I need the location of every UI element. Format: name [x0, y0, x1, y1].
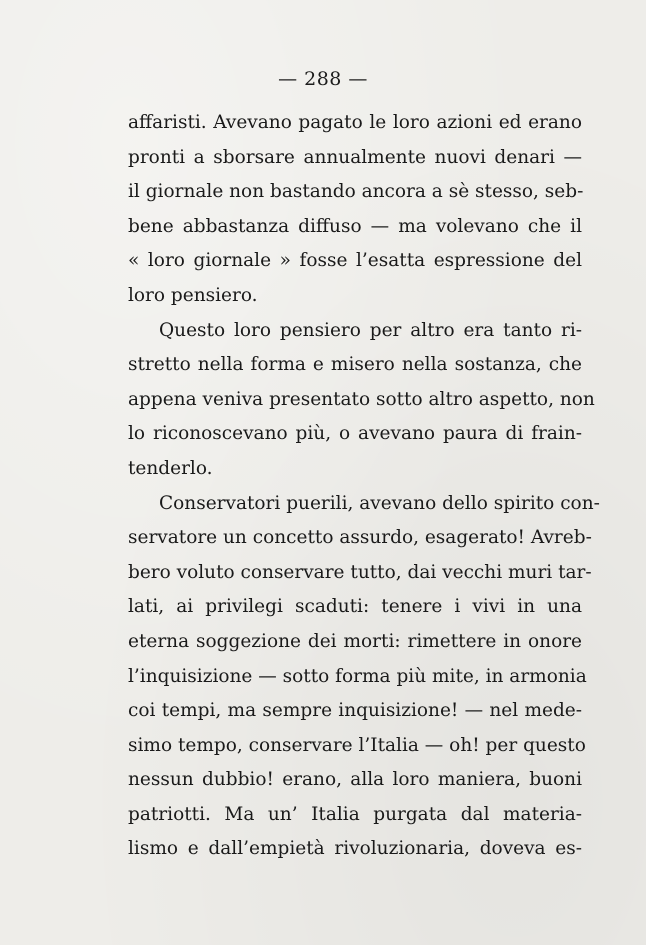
text-line: appena veniva presentato sotto altro aspetto, non — [128, 388, 595, 410]
text-line: « loro giornale » fosse l’esatta espressione del — [128, 250, 582, 272]
text-line: lati, ai privilegi scaduti: tenere i vivi in una — [128, 596, 582, 618]
text-line: simo tempo, conservare l’Italia — oh! per questo — [128, 734, 586, 756]
paragraph-2 — [128, 314, 595, 487]
text-line: il giornale non bastando ancora a sè stesso, seb- — [128, 181, 584, 203]
text-line: patriotti. Ma un’ Italia purgata dal materia- — [128, 803, 582, 825]
page-number: — 288 — — [278, 68, 368, 90]
text-line: lismo e dall’empietà rivoluzionaria, doveva es- — [128, 838, 582, 860]
text-line: stretto nella forma e misero nella sostanza, che — [128, 354, 582, 376]
text-line: loro pensiero. — [128, 284, 258, 306]
text-line: Questo loro pensiero per altro era tanto ri- — [159, 319, 582, 341]
text-line: eterna soggezione dei morti: rimettere in onore — [128, 630, 582, 652]
text-line: bero voluto conservare tutto, dai vecchi muri tar- — [128, 561, 592, 583]
text-line: pronti a sborsare annualmente nuovi denari — — [128, 146, 582, 168]
paragraph-3 — [128, 487, 600, 868]
text-line: bene abbastanza diffuso — ma volevano che il — [128, 215, 582, 237]
paragraph-1 — [128, 106, 582, 314]
text-line: nessun dubbio! erano, alla loro maniera, buoni — [128, 769, 582, 791]
text-line: tenderlo. — [128, 457, 213, 479]
text-line: affaristi. Avevano pagato le loro azioni ed erano — [128, 112, 582, 133]
text-line: lo riconoscevano più, o avevano paura di frain- — [128, 423, 582, 445]
text-line: Conservatori puerili, avevano dello spirito con- — [159, 492, 600, 514]
text-line: coi tempi, ma sempre inquisizione! — nel mede- — [128, 700, 582, 722]
body-text — [128, 106, 600, 867]
text-line: servatore un concetto assurdo, esagerato! Avreb- — [128, 527, 592, 549]
text-line: l’inquisizione — sotto forma più mite, in armonia — [128, 665, 587, 687]
